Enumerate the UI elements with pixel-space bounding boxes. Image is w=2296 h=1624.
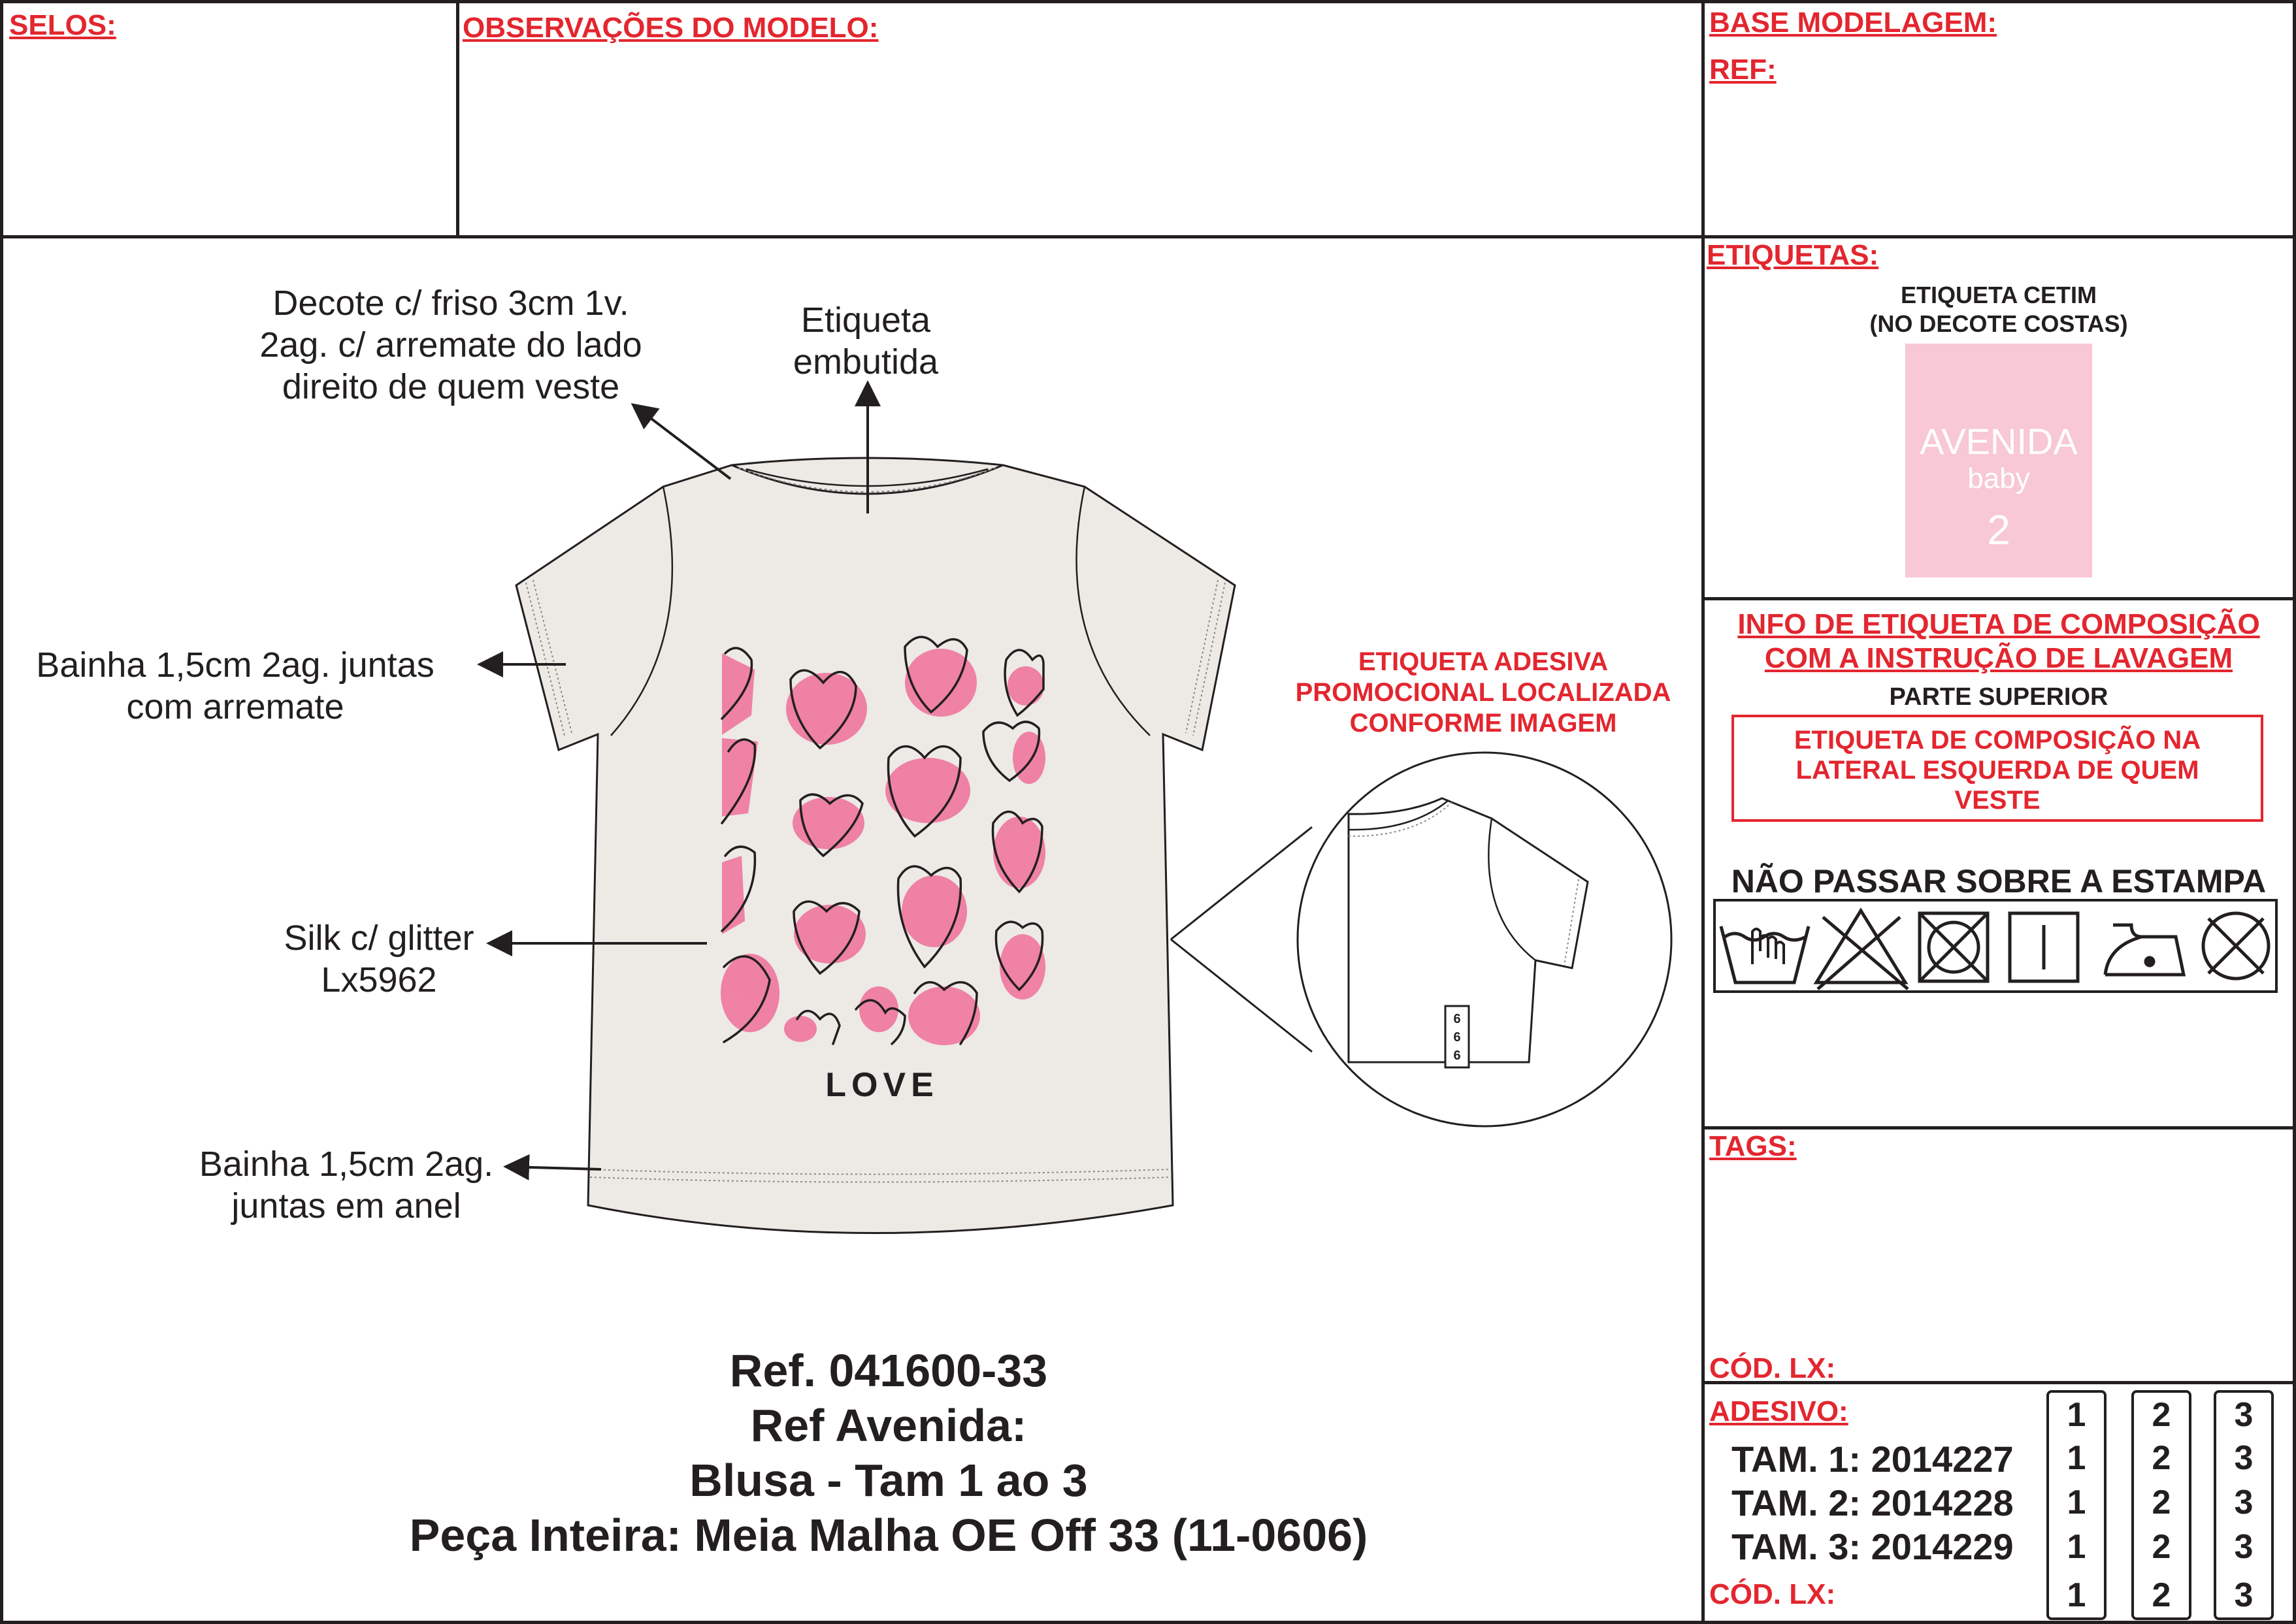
line-dry-icon	[2010, 913, 2078, 981]
selos-divider	[456, 0, 459, 236]
etiqueta-cetim-title	[1701, 281, 2296, 338]
composition-box-text	[1731, 725, 2263, 815]
composition-title	[1701, 608, 2296, 675]
col1-digit: 1	[2067, 1484, 2086, 1521]
callout-pointer	[1171, 827, 1312, 1052]
satin-label	[1905, 344, 2092, 577]
note-adesiva-line2: PROMOCIONAL LOCALIZADA	[1295, 678, 1671, 707]
note-silk-line2: Lx5962	[321, 960, 437, 999]
note-bainha-barra-line1: Bainha 1,5cm 2ag.	[199, 1145, 494, 1184]
col1-digit: 1	[2067, 1576, 2086, 1614]
composition-title-line1: INFO DE ETIQUETA DE COMPOSIÇÃO	[1737, 608, 2260, 640]
care-warning: NÃO PASSAR SOBRE A ESTAMPA	[1731, 863, 2267, 900]
product-material: Peça Inteira: Meia Malha OE Off 33 (11-0606)	[409, 1510, 1368, 1561]
note-silk-line1: Silk c/ glitter	[284, 918, 474, 958]
cod-lx-footer: CÓD. LX:	[1709, 1578, 1836, 1610]
note-adesiva-line1: ETIQUETA ADESIVA	[1358, 647, 1609, 676]
adesivo-rows	[1731, 1437, 2014, 1568]
base-modelagem-header: BASE MODELAGEM:	[1709, 7, 1997, 39]
col3-digit: 3	[2234, 1576, 2254, 1614]
print-love-text: LOVE	[825, 1066, 939, 1104]
note-decote-line3: direito de quem veste	[282, 367, 620, 406]
size-digit-1: 6	[1453, 1012, 1461, 1026]
no-tumble-dry-icon	[1920, 913, 1988, 981]
composition-box-line3: VESTE	[1954, 786, 2041, 815]
etiqueta-cetim-line1: ETIQUETA CETIM	[1901, 282, 2097, 308]
composition-box-line1: ETIQUETA DE COMPOSIÇÃO NA	[1794, 726, 2201, 755]
note-bainha-barra-line2: juntas em anel	[231, 1186, 461, 1226]
satin-label-brand: AVENIDA	[1920, 421, 2078, 462]
col2-digit: 2	[2152, 1484, 2171, 1521]
ref-header: REF:	[1709, 54, 1777, 86]
adesivo-row-3: TAM. 3: 2014229	[1731, 1526, 2014, 1567]
col1-digit: 1	[2067, 1396, 2086, 1434]
etiqueta-cetim-line2: (NO DECOTE COSTAS)	[1869, 310, 2128, 337]
iron-low-icon	[2105, 925, 2184, 975]
note-decote-line1: Decote c/ friso 3cm 1v.	[272, 284, 629, 323]
product-desc: Blusa - Tam 1 ao 3	[689, 1455, 1088, 1506]
product-ref-avenida: Ref Avenida:	[750, 1400, 1027, 1451]
arrow-decote	[635, 406, 730, 479]
col3-digit: 3	[2234, 1484, 2254, 1521]
satin-label-sub: baby	[1967, 463, 2030, 495]
product-ref: Ref. 041600-33	[729, 1345, 1048, 1396]
adesivo-header: ADESIVO:	[1709, 1395, 1848, 1427]
garment-drawing	[0, 236, 1701, 1308]
tags-divider	[1701, 1126, 2296, 1129]
product-info	[261, 1343, 1516, 1563]
no-dry-clean-icon	[2203, 913, 2269, 979]
col2-digit: 2	[2152, 1396, 2171, 1434]
tags-header: TAGS:	[1709, 1130, 1797, 1162]
etiquetas-divider	[1701, 597, 2296, 600]
col2-digit: 2	[2152, 1576, 2171, 1614]
etiquetas-header: ETIQUETAS:	[1707, 239, 1879, 271]
cod-lx-header: CÓD. LX:	[1709, 1352, 1836, 1384]
care-symbols	[1713, 899, 2278, 993]
composition-box-line2: LATERAL ESQUERDA DE QUEM	[1796, 756, 2199, 785]
note-etiqueta-line2: embutida	[793, 342, 939, 382]
col1-digit: 1	[2067, 1439, 2086, 1477]
no-bleach-icon	[1816, 911, 1908, 989]
col3-digit: 3	[2234, 1396, 2254, 1434]
hearts-print	[720, 637, 1045, 1104]
observacoes-header: OBSERVAÇÕES DO MODELO:	[463, 12, 879, 44]
note-bainha-manga-line2: com arremate	[126, 687, 344, 726]
note-etiqueta-line1: Etiqueta	[800, 300, 931, 340]
col2-digit: 2	[2152, 1439, 2171, 1477]
selos-header: SELOS:	[9, 9, 116, 41]
adesivo-row-2: TAM. 2: 2014228	[1731, 1482, 2014, 1523]
size-digit-3: 6	[1453, 1048, 1461, 1063]
col3-digit: 3	[2234, 1439, 2254, 1477]
note-decote-line2: 2ag. c/ arremate do lado	[259, 325, 642, 365]
hand-wash-icon	[1721, 926, 1809, 983]
arrow-bainha-barra	[508, 1167, 601, 1169]
col2-digit: 2	[2152, 1528, 2171, 1566]
col3-digit: 3	[2234, 1528, 2254, 1566]
note-adesiva-line3: CONFORME IMAGEM	[1349, 709, 1617, 738]
composition-part: PARTE SUPERIOR	[1889, 683, 2108, 711]
size-digit-2: 6	[1453, 1030, 1461, 1045]
satin-label-size: 2	[1987, 506, 2010, 553]
composition-title-line2: COM A INSTRUÇÃO DE LAVAGEM	[1764, 642, 2233, 674]
note-bainha-manga-line1: Bainha 1,5cm 2ag. juntas	[36, 645, 435, 685]
adesivo-row-1: TAM. 1: 2014227	[1731, 1438, 2014, 1480]
col1-digit: 1	[2067, 1528, 2086, 1566]
